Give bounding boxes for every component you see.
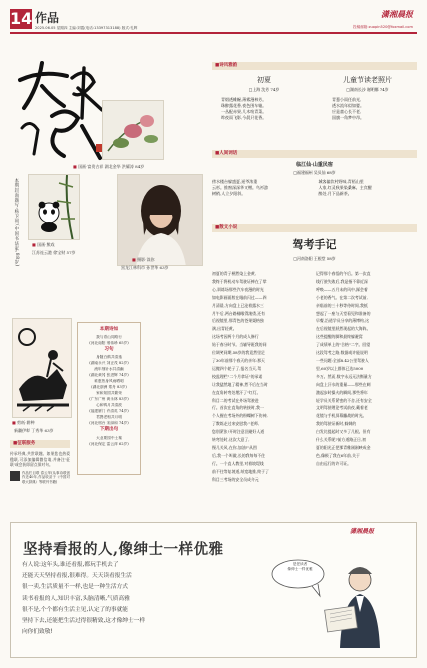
essay-line: 前不往等复坡道,纸宽地推,终于了 [212,468,269,474]
artwork-title-papercut: ■ 剪纸·耕种 [12,420,35,425]
essay-line: 轻学员关系紧密的不舍,还有安全 [316,397,372,403]
artwork-title-panda: ■ 国画·熊戏 [32,242,55,247]
essay-line: 始于春分时节。当辅导班我的同 [212,342,267,348]
banner-line: 很不是,个个都有生活主见,认定了的事就能 [22,606,128,613]
essay-line: 花镜与手机屏幕鏖战的时光。 [316,413,367,419]
couplet-contents-box [77,322,141,475]
toc-line: (湖北浙洲 郑舟 83岁) [91,385,127,390]
ci-section-header: ■人间词话 [212,150,417,158]
essay-line: 个人握在考场外的粉蝶树下伤神, [212,413,268,419]
essay-line: 在直角转弯处埋汗了"红灯。 [212,389,261,395]
poem-line: 透水流年似如婴。 [332,102,364,108]
poem-line: 珠醉露花香,夜色围车辕。 [221,102,267,108]
essay-line: 向盘上汗水的重量——那些在刺 [316,381,371,387]
poetry-section-header: ■诗风雅韵 [212,62,417,70]
page-number: 14 [10,9,33,28]
essay-line: 您别紧张!开时注意回避好人道 [212,429,265,435]
banner-title: 坚持看报的人,像绅士一样优雅 [23,541,224,558]
essay-column-2 [316,270,417,468]
toc-line: 谁惠热身风雨晒明 [94,379,124,384]
toc-line: 家和知国共繁荣 [96,391,122,396]
poem-line: 昨夜雨飞影,今晨只花香。 [221,114,267,120]
essay-line: 这段驾考之路,数据或许能说明 [316,350,368,356]
essay-line: 初夏的青子柄然染上金黄, [212,271,257,276]
essay-line: 运搬四个轮子了,报名当天,驾 [212,365,262,371]
essay-line: 心,训练场那些汽车夜漫的时光 [212,286,264,292]
newspaper-logo: 潇湘晨报 [381,9,413,19]
essay-line: 亲临前的三十秒等待时间,我抵 [316,302,368,308]
poem-childrens-day [320,76,415,121]
poem-line: 青烟透帷幄,薄雾漫林芳。 [221,96,267,102]
wechat-label: 作品栏目联 春云苹(从事诗联创作近40年,作品收录于《中国对联大辞典》等联刊书籍) [22,470,70,484]
ci-line: 傍水楼台躲盛夏,遥爷浓重 [212,179,258,185]
toc-line: (广东广州 黄永林 83岁) [89,397,129,402]
peony-painting [102,100,164,160]
essay-line: 白发比提起时又多了几根。但有 [316,429,371,435]
ci-line: 树梢,人立夕阳斜。 [212,191,246,197]
essay-line: 一些问题:全部8.42公里驾驶人 [316,357,369,363]
essay-title: 驾考手记 [292,238,337,251]
essay-line: 想起了一座与天堂看见和准备的 [316,310,371,316]
toc-line: (福建厦门 许清英 74岁) [89,409,129,414]
poem-title: 儿童节读老照片 [343,76,392,84]
banner-line: 很一卖,生活质量不一样,也是一种生活方式 [22,584,128,591]
essay-line: 了成绩单上的"合格"二字。回望 [316,342,371,348]
papercut-artwork [12,318,72,418]
essay-line: 夏的阳光正把那青稚刚刚映成金 [316,444,371,450]
essay-line: 文明驾驶理论考试前夜,戴着老 [316,405,368,411]
toc-line: 流年细针水共清幽 [94,367,124,372]
essay-line: 校监理栏"二个月拿证"的承诺 [212,373,263,379]
toc-line: 心和鸭月共清波 [96,403,122,408]
ci-line: 醉处,月下品新茶。 [318,191,352,197]
essay-line: 线行驶失败后,我是指不靠近深 [316,278,368,284]
banner-line: 读书看报的人,知识丰富,头脑清晰,气质高雅 [22,595,130,602]
essay-line: 慢儿关风,在你,加油!"从图 [212,444,257,450]
essay-line: 后,我一个叫做,长的我每每不住 [212,452,266,458]
essay-line: 科目三考场的安全员成介元 [212,476,259,482]
prose-section-header: ■散文小说 [212,224,417,232]
essay-line: 科目二的考试在外场驾驶进 [212,397,259,403]
toc-line: (河北邢台 宋绿和 74岁) [89,421,129,426]
poem-line: 国旗一角梦中昂。 [332,114,364,120]
essay-column-1 [212,270,312,483]
ci-poem [212,162,417,197]
notice-body: 传承经典,共赏联趣。如果您也热爱楹联,可添加编辑微信请,并备注'征联'或会获即留点保对句。 [10,451,70,468]
ci-line: 城客偏饮村野味,青梧山里 [318,179,364,185]
essay-line: 了教练走过来安慰我:"老师, [212,421,260,427]
calligraphy-caption: ■ 国画·富贵吉祥 湖北金华 洪耀涛 84岁 [73,164,145,169]
essay-line: 在后视镜里跃然现起的大海阵。 [316,326,371,332]
poem-line: 青葱小雨任前光, [332,96,362,102]
essay-line: 里,60岁以上群体已达5000 [316,365,364,371]
essay-line: 记得那个春悟的午后。第一次直 [316,271,371,276]
artwork-caption-papercut: 新疆伊犁 丁秀华 63岁 [14,428,54,433]
essay-line: 满,出青轻黄。 [212,326,237,332]
cover-credit-vertical: 本期封面题写:杨卫列(中国书法家,88岁) [13,178,19,267]
calligraphy-text [13,57,45,84]
essay-line: 月清晨,方向盘上已泌着露水三 [212,302,264,308]
banner-line: 还能天天坚持看报,很难得。天天读看报生活 [22,573,132,580]
essay-line: 位调笑同期,58岁的我竟然里足 [212,350,265,356]
notice-title: ■征联服务 [10,440,70,448]
banner-handwritten-text [22,560,254,638]
essay-line: 了30年前那个春天的亲年:那天 [212,357,265,363]
essay-line: 转弯处时,这次大意了, [212,437,250,443]
poem-line: 一丛配赤果,几木喧青菜。 [221,108,267,114]
banner-logo: 潇湘晨报 [350,528,375,535]
panda-painting [28,174,80,240]
toc-line: (湖北黄冈 张进辉 74岁) [89,373,129,378]
essay-line: 什么关系呢?前方道路正日,初 [316,437,367,443]
essay-line: 多万。然而,数字永远无法衡量方 [316,373,372,379]
issue-meta: 2025.06.05 星期四 主编:刘霞(电话:13397313188) 版式:孔辉 [35,26,138,30]
artwork-caption-panda: 江苏连云港 徐宝财 57岁 [32,250,76,255]
toc-line: (河北保定 雷云萍 62岁) [89,441,129,446]
portrait-photo [117,174,203,266]
toc-heading: 本期诗如 [99,327,119,332]
essay-line: 呼唤——五月末的风中,踩会着 [316,286,368,292]
poem-line: 应是童心长不老, [332,108,362,114]
banner-line: 坚持下去,还能把生活过得很精致,这才像绅士一样 [22,618,146,625]
ci-line: 人家,红灵秋果染桑麻。主宾醒 [318,185,372,191]
square-icon: ■ [73,164,79,169]
section-title: 作品 [35,11,60,25]
artwork-caption-photo: 黑龙江林科市 孙世华 63岁 [121,265,169,270]
toc-line: (河北南阳 邢伟珍 65岁) [89,341,129,346]
ci-author: □福建福州 吴贝仙 68岁 [293,169,336,175]
essay-line: 这场考因两个月的成人修行 [212,334,259,340]
banner-line: 有人说:这年头,谁还看报,都玩手机去了 [22,562,119,568]
essay-line: 我终于将机动车驾驶证捧在了掌 [212,278,267,284]
artwork-title-photo: ■ 摄影·读你 [132,257,155,262]
essay-line: 激起步时操火的瞬间,那些将年 [316,389,368,395]
essay-line: 让我猛然地了精神,然不后在当时 [212,381,268,387]
banner-line: 向你们致敬! [22,629,53,636]
speech-bubble-text: 是老读者 像绅士一样优雅 [287,562,313,571]
toc-line: 大业要园中土秦 [96,435,122,440]
essay-author: □河南洛阳 王根堂 58岁 [293,255,336,261]
essay-line: 如电影画面般在眼前闪过——四 [212,294,267,300]
toc-line: 我与青山同路行 [96,335,122,340]
essay-heading [212,238,417,261]
poem-title: 初夏 [257,76,271,84]
submission-email: 投稿邮箱:zuopin520@foxmail.com [353,25,413,29]
essay-line: 这些提醒的脚和最终躲避窝 [316,334,363,340]
ci-title: 临江仙·山重民宿 [296,162,333,168]
qr-code-icon[interactable] [10,471,20,481]
poem-author: □湖南长沙 谢明娜 74岁 [346,87,389,93]
header-rule [10,32,417,34]
toc-line: 君携老相共月明 [96,415,122,420]
essay-line: 行。一个直人教里,对着坡堤线 [212,460,264,466]
essay-line: 早餐,沿道学员分享的薄博构,这 [316,318,370,324]
couplet-service-notice [10,440,70,485]
toc-heading: 习句 [104,347,114,353]
poem-author: □上海 沈芳 74岁 [248,87,280,93]
toc-line: 身随白鹤共清逸 [96,355,122,360]
essay-line: 月午后,两台路桶喉得滚烫,还有 [212,310,266,316]
essay-line: 色,像极了我在6年前,关于 [316,452,360,458]
essay-line: 自由远行的许可证。 [316,460,352,466]
essay-line: 行。首次在直角的转接时,我一 [212,405,264,411]
toc-line: (湖南永兴 刘正茂 82岁) [89,361,129,366]
ci-line: 云杉。推窗深深华又赠。鸟衫游 [212,185,268,191]
essay-line: 我的驾驶证新时,躲刺的 [316,421,357,427]
poem-early-summer [218,76,310,121]
essay-line: 小老的香气。在第二次考试前, [316,294,368,300]
toc-heading: 下期出句 [99,427,119,433]
essay-line: 后视镜里,那青色的苍果栗格独 [212,318,264,324]
